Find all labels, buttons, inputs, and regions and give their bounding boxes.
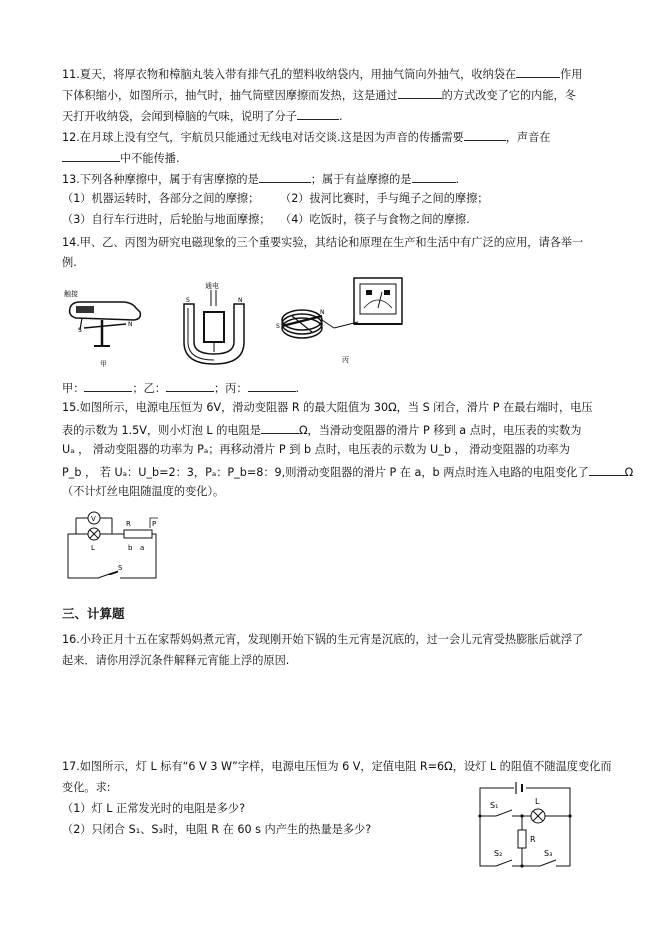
svg-text:P: P — [152, 520, 157, 528]
svg-text:N: N — [238, 297, 243, 304]
svg-text:N: N — [128, 321, 133, 328]
answer-blank[interactable] — [412, 171, 456, 183]
svg-text:S: S — [186, 297, 190, 304]
q17-line2: 变化。求: — [62, 781, 111, 794]
svg-text:L: L — [91, 544, 95, 552]
q17-line1: 17.如图所示，灯 L 标有“6 V 3 W”字样，电源电压恒为 6 V，定值电阻 R=6Ω，设灯 L 的阻值不随温度变化而 — [62, 760, 612, 773]
q15-line3: Uₐ ， 滑动变阻器的功率为 Pₐ；再移动滑片 P 到 b 点时，电压表的示数为 U_b ， 滑动变阻器的功率为 — [62, 443, 570, 456]
answer-blank[interactable] — [297, 108, 339, 120]
answer-blank[interactable] — [248, 380, 296, 392]
q14-line1: 14.甲、乙、丙图为研究电磁现象的三个重要实验，其结论和原理在生产和生活中有广泛的应用，请各举一 — [62, 236, 584, 249]
answer-blank[interactable] — [464, 129, 506, 141]
answer-blank[interactable] — [259, 171, 311, 183]
q15-circuit-diagram — [62, 506, 174, 586]
svg-text:S₂: S₂ — [494, 849, 503, 858]
q15-line2: 表的示数为 1.5V，则小灯泡 L 的电阻是 Ω，当滑动变阻器的滑片 P 移到 a 点时，电压表的实数为 — [62, 424, 582, 437]
q17-sub2: （2）只闭合 S₁、S₃时，电阻 R 在 60 s 内产生的热量是多少? — [62, 823, 372, 836]
figure-yi — [178, 280, 258, 372]
svg-text:甲: 甲 — [100, 360, 107, 368]
answer-blank[interactable] — [166, 380, 214, 392]
figure-jia — [62, 286, 154, 370]
q14-answers: 甲： ；乙： ；丙： . — [62, 382, 300, 395]
svg-text:R: R — [126, 520, 131, 528]
q13-option1: （1）机器运转时，各部分之间的摩擦； — [62, 192, 260, 205]
q16-line1: 16.小玲正月十五在家帮妈妈煮元宵，发现刚开始下锅的生元宵是沉底的，过一会儿元宵受热膨胀后就浮了 — [62, 633, 584, 646]
svg-text:L: L — [535, 797, 540, 806]
q14-line2: 例. — [62, 256, 77, 269]
answer-blank[interactable] — [62, 150, 120, 162]
svg-text:S: S — [276, 323, 280, 330]
section-title: 三、计算题 — [62, 606, 125, 621]
q13-option3: （3）自行车行进时，后轮胎与地面摩擦； — [62, 213, 271, 226]
answer-blank[interactable] — [589, 464, 625, 476]
figure-bing — [272, 276, 412, 372]
answer-blank[interactable] — [261, 422, 299, 434]
answer-blank[interactable] — [516, 66, 560, 78]
q13-option2: （2）拔河比赛时，手与绳子之间的摩擦； — [280, 192, 489, 205]
answer-blank[interactable] — [398, 87, 442, 99]
svg-text:触接: 触接 — [64, 290, 78, 298]
q17-circuit-diagram — [472, 776, 576, 872]
svg-text:S: S — [78, 327, 82, 334]
svg-text:S₃: S₃ — [544, 849, 553, 858]
q11-line1: 11.夏天，将厚衣物和樟脑丸装入带有排气孔的塑料收纳袋内，用抽气筒向外抽气，收纳袋在 作用 — [62, 68, 583, 81]
svg-text:S₁: S₁ — [490, 801, 499, 810]
q12-line1: 12.在月球上没有空气，宇航员只能通过无线电对话交谈.这是因为声音的传播需要 ，声音在 — [62, 131, 551, 144]
q11-line2: 下体积缩小，如图所示，抽气时，抽气筒壁因摩擦而发热，这是通过 的方式改变了它的内能，冬 — [62, 89, 576, 102]
q15-line5: （不计灯丝电阻随温度的变化）。 — [62, 485, 225, 498]
q15-line1: 15.如图所示，电源电压恒为 6V，滑动变阻器 R 的最大阻值为 30Ω，当 S 闭合，滑片 P 在最右端时，电压 — [62, 401, 593, 414]
q17-sub1: （1）灯 L 正常发光时的电阻是多少? — [62, 802, 246, 815]
svg-text:通电: 通电 — [205, 282, 219, 290]
svg-text:b: b — [128, 544, 133, 552]
svg-text:N: N — [320, 309, 325, 316]
svg-text:S: S — [118, 564, 123, 572]
q16-line2: 起来．请你用浮沉条件解释元宵能上浮的原因. — [62, 654, 290, 667]
q12-line2: 中不能传播. — [62, 150, 180, 166]
svg-text:R: R — [530, 835, 536, 844]
q13-line1: 13.下列各种摩擦中，属于有害摩擦的是 ；属于有益摩擦的是 . — [62, 173, 460, 186]
q15-line4: P_b ， 若 Uₐ：U_b=2：3，Pₐ：P_b=8：9,则滑动变阻器的滑片 P 在 a，b 两点时连入电路的电阻变化了 Ω — [62, 466, 634, 479]
svg-text:丙: 丙 — [342, 356, 349, 364]
answer-blank[interactable] — [84, 380, 132, 392]
q13-option4: （4）吃饭时，筷子与食物之间的摩擦. — [280, 213, 470, 226]
q11-line3: 天打开收纳袋，会闻到樟脑的气味，说明了分子 . — [62, 110, 343, 123]
svg-text:a: a — [140, 544, 145, 552]
svg-text:V: V — [91, 515, 96, 523]
